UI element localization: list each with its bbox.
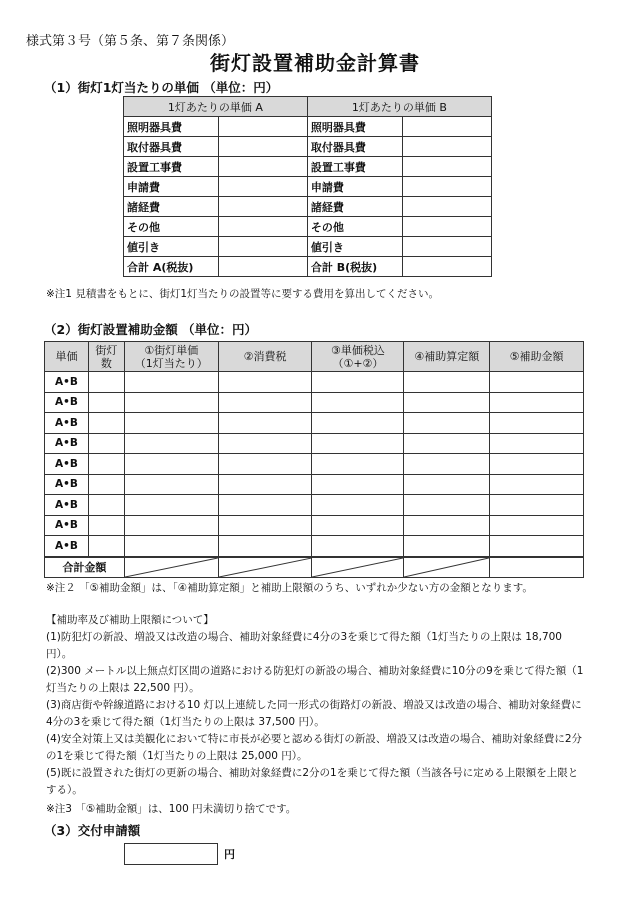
item-label-a: 設置工事費	[124, 157, 219, 177]
section2-heading: （2）街灯設置補助金額 （単位：円）	[44, 322, 258, 337]
note-1: ※注1 見積書をもとに、街灯1灯当たりの設置等に要する費用を算出してください。	[46, 288, 439, 300]
header-count: 街灯 数	[88, 342, 124, 372]
entry-cell[interactable]	[218, 515, 312, 536]
form-number: 様式第３号（第５条、第７条関係）	[26, 34, 235, 49]
unit-price-row	[124, 217, 492, 237]
table-row	[45, 433, 584, 454]
application-amount-field[interactable]	[124, 843, 218, 865]
entry-cell[interactable]	[88, 536, 124, 557]
disabled-cell	[124, 557, 218, 578]
entry-cell[interactable]	[312, 372, 404, 393]
value-cell-a[interactable]	[219, 137, 308, 157]
unit-price-row	[124, 197, 492, 217]
item-label-b: 設置工事費	[307, 157, 402, 177]
section3-heading: （3）交付申請額	[44, 823, 141, 838]
entry-cell[interactable]	[124, 515, 218, 536]
entry-cell[interactable]	[404, 413, 490, 434]
entry-cell[interactable]	[490, 413, 584, 434]
value-cell-b[interactable]	[402, 137, 491, 157]
disabled-cell	[312, 557, 404, 578]
entry-cell[interactable]	[124, 413, 218, 434]
unit-price-row	[124, 137, 492, 157]
item-label-a: 値引き	[124, 237, 219, 257]
value-cell-a[interactable]	[219, 117, 308, 137]
entry-cell[interactable]	[218, 372, 312, 393]
subsidy-amount-body	[45, 372, 584, 578]
value-cell-b[interactable]	[402, 217, 491, 237]
value-cell-a[interactable]	[219, 157, 308, 177]
table-row	[45, 536, 584, 557]
unit-type-cell: A•B	[45, 392, 89, 413]
table-row	[45, 454, 584, 475]
value-cell-a[interactable]	[219, 177, 308, 197]
rate-item: (1)防犯灯の新設、増設又は改造の場合、補助対象経費に4分の3を乗じて得た額（1灯当たりの上限は 18,700 円）。	[46, 631, 562, 660]
col-header-b: 1灯あたりの単価 B	[307, 97, 491, 117]
entry-cell[interactable]	[124, 372, 218, 393]
item-label-b: その他	[307, 217, 402, 237]
entry-cell[interactable]	[312, 392, 404, 413]
section1-heading: （1）街灯1灯当たりの単価 （単位：円）	[44, 80, 279, 95]
unit-type-cell: A•B	[45, 515, 89, 536]
header-consumption-tax: ②消費税	[218, 342, 312, 372]
item-label-a: 合計 A(税抜)	[124, 257, 219, 277]
value-cell-a[interactable]	[219, 257, 308, 277]
rate-item: (4)安全対策上又は美観化において特に市長が必要と認める街灯の新設、増設又は改造の場合、補助対象経費に2分の1を乗じて得た額（1灯当たりの上限は 25,000 円）。	[46, 733, 583, 762]
rate-item: (5)既に設置された街灯の更新の場合、補助対象経費に2分の1を乗じて得た額（当該各号に定める上限額を上限とする）。	[46, 767, 579, 796]
total-row	[45, 557, 584, 578]
unit-type-cell: A•B	[45, 413, 89, 434]
header-tax-included: ③単価税込 （①+②）	[312, 342, 404, 372]
unit-price-row	[124, 237, 492, 257]
entry-cell[interactable]	[124, 474, 218, 495]
entry-cell[interactable]	[218, 413, 312, 434]
entry-cell[interactable]	[218, 474, 312, 495]
unit-price-table	[123, 96, 492, 277]
value-cell-b[interactable]	[402, 197, 491, 217]
note-3: ※注3 「⑤補助金額」は、100 円未満切り捨てです。	[46, 803, 297, 815]
subsidy-amount-table	[44, 341, 584, 578]
rate-item: (3)商店街や幹線道路における10 灯以上連続した同一形式の街路灯の新設、増設又は改造の場合、補助対象経費に4分の3を乗じて得た額（1灯当たりの上限は 37,500 円）。	[46, 699, 582, 728]
entry-cell[interactable]	[312, 433, 404, 454]
entry-cell[interactable]	[218, 454, 312, 475]
rate-item: (2)300 メートル以上無点灯区間の道路における防犯灯の新設の場合、補助対象経費に10分の9を乗じて得た額（1灯当たりの上限は 22,500 円）。	[46, 665, 584, 694]
disabled-cell	[404, 557, 490, 578]
entry-cell[interactable]	[88, 474, 124, 495]
value-cell-b[interactable]	[402, 177, 491, 197]
table-row	[45, 495, 584, 516]
table-row	[45, 413, 584, 434]
unit-price-body	[124, 117, 492, 277]
header-unit-price: ①街灯単価 （1灯当たり）	[124, 342, 218, 372]
entry-cell[interactable]	[490, 392, 584, 413]
table-row	[45, 372, 584, 393]
entry-cell[interactable]	[218, 495, 312, 516]
unit-type-cell: A•B	[45, 495, 89, 516]
entry-cell[interactable]	[404, 495, 490, 516]
entry-cell[interactable]	[404, 474, 490, 495]
value-cell-b[interactable]	[402, 237, 491, 257]
table-row	[45, 392, 584, 413]
item-label-a: 諸経費	[124, 197, 219, 217]
entry-cell[interactable]	[490, 372, 584, 393]
yen-unit: 円	[224, 848, 235, 861]
unit-price-row	[124, 117, 492, 137]
rates-block	[46, 612, 586, 818]
entry-cell[interactable]	[490, 454, 584, 475]
entry-cell[interactable]	[124, 454, 218, 475]
col-header-a: 1灯あたりの単価 A	[124, 97, 308, 117]
entry-cell[interactable]	[490, 515, 584, 536]
value-cell-b[interactable]	[402, 157, 491, 177]
entry-cell[interactable]	[312, 536, 404, 557]
table-row	[45, 515, 584, 536]
entry-cell[interactable]	[490, 536, 584, 557]
disabled-cell	[218, 557, 312, 578]
value-cell-b[interactable]	[402, 257, 491, 277]
item-label-a: 照明器具費	[124, 117, 219, 137]
item-label-b: 照明器具費	[307, 117, 402, 137]
unit-price-row	[124, 257, 492, 277]
item-label-b: 取付器具費	[307, 137, 402, 157]
entry-cell[interactable]	[88, 454, 124, 475]
total-label: 合計金額	[45, 557, 125, 578]
unit-price-row	[124, 177, 492, 197]
value-cell-a[interactable]	[219, 237, 308, 257]
rates-list	[46, 629, 586, 799]
entry-cell[interactable]	[404, 536, 490, 557]
entry-cell[interactable]	[312, 454, 404, 475]
entry-cell[interactable]	[312, 413, 404, 434]
unit-type-cell: A•B	[45, 433, 89, 454]
entry-cell[interactable]	[404, 454, 490, 475]
entry-cell[interactable]	[490, 433, 584, 454]
value-cell-b[interactable]	[402, 117, 491, 137]
value-cell-a[interactable]	[219, 217, 308, 237]
entry-cell[interactable]	[490, 495, 584, 516]
entry-cell[interactable]	[124, 433, 218, 454]
value-cell-a[interactable]	[219, 197, 308, 217]
entry-cell[interactable]	[88, 495, 124, 516]
unit-type-cell: A•B	[45, 474, 89, 495]
entry-cell[interactable]	[218, 433, 312, 454]
header-subsidy-amount: ⑤補助金額	[490, 342, 584, 372]
item-label-a: 取付器具費	[124, 137, 219, 157]
item-label-a: その他	[124, 217, 219, 237]
item-label-a: 申請費	[124, 177, 219, 197]
entry-cell[interactable]	[312, 474, 404, 495]
entry-cell[interactable]	[88, 372, 124, 393]
entry-cell[interactable]	[404, 372, 490, 393]
entry-cell[interactable]	[312, 515, 404, 536]
table-row	[45, 474, 584, 495]
header-unit: 単価	[45, 342, 89, 372]
entry-cell[interactable]	[404, 392, 490, 413]
entry-cell[interactable]	[404, 515, 490, 536]
entry-cell[interactable]	[312, 495, 404, 516]
item-label-b: 申請費	[307, 177, 402, 197]
document-title: 街灯設置補助金計算書	[210, 51, 420, 75]
unit-type-cell: A•B	[45, 454, 89, 475]
rates-heading: 【補助率及び補助上限額について】	[46, 614, 214, 626]
unit-type-cell: A•B	[45, 536, 89, 557]
header-calc-amount: ④補助算定額	[404, 342, 490, 372]
item-label-b: 合計 B(税抜)	[307, 257, 402, 277]
entry-cell[interactable]	[124, 495, 218, 516]
entry-cell[interactable]	[124, 536, 218, 557]
entry-cell[interactable]	[124, 392, 218, 413]
entry-cell[interactable]	[88, 433, 124, 454]
item-label-b: 値引き	[307, 237, 402, 257]
total-subsidy-cell[interactable]	[490, 557, 584, 578]
entry-cell[interactable]	[88, 413, 124, 434]
entry-cell[interactable]	[490, 474, 584, 495]
item-label-b: 諸経費	[307, 197, 402, 217]
entry-cell[interactable]	[218, 536, 312, 557]
entry-cell[interactable]	[218, 392, 312, 413]
entry-cell[interactable]	[88, 392, 124, 413]
entry-cell[interactable]	[88, 515, 124, 536]
entry-cell[interactable]	[404, 433, 490, 454]
unit-type-cell: A•B	[45, 372, 89, 393]
unit-price-row	[124, 157, 492, 177]
note-2: ※注２ 「⑤補助金額」は、「④補助算定額」と補助上限額のうち、いずれか少ない方の金額となります。	[46, 582, 533, 594]
